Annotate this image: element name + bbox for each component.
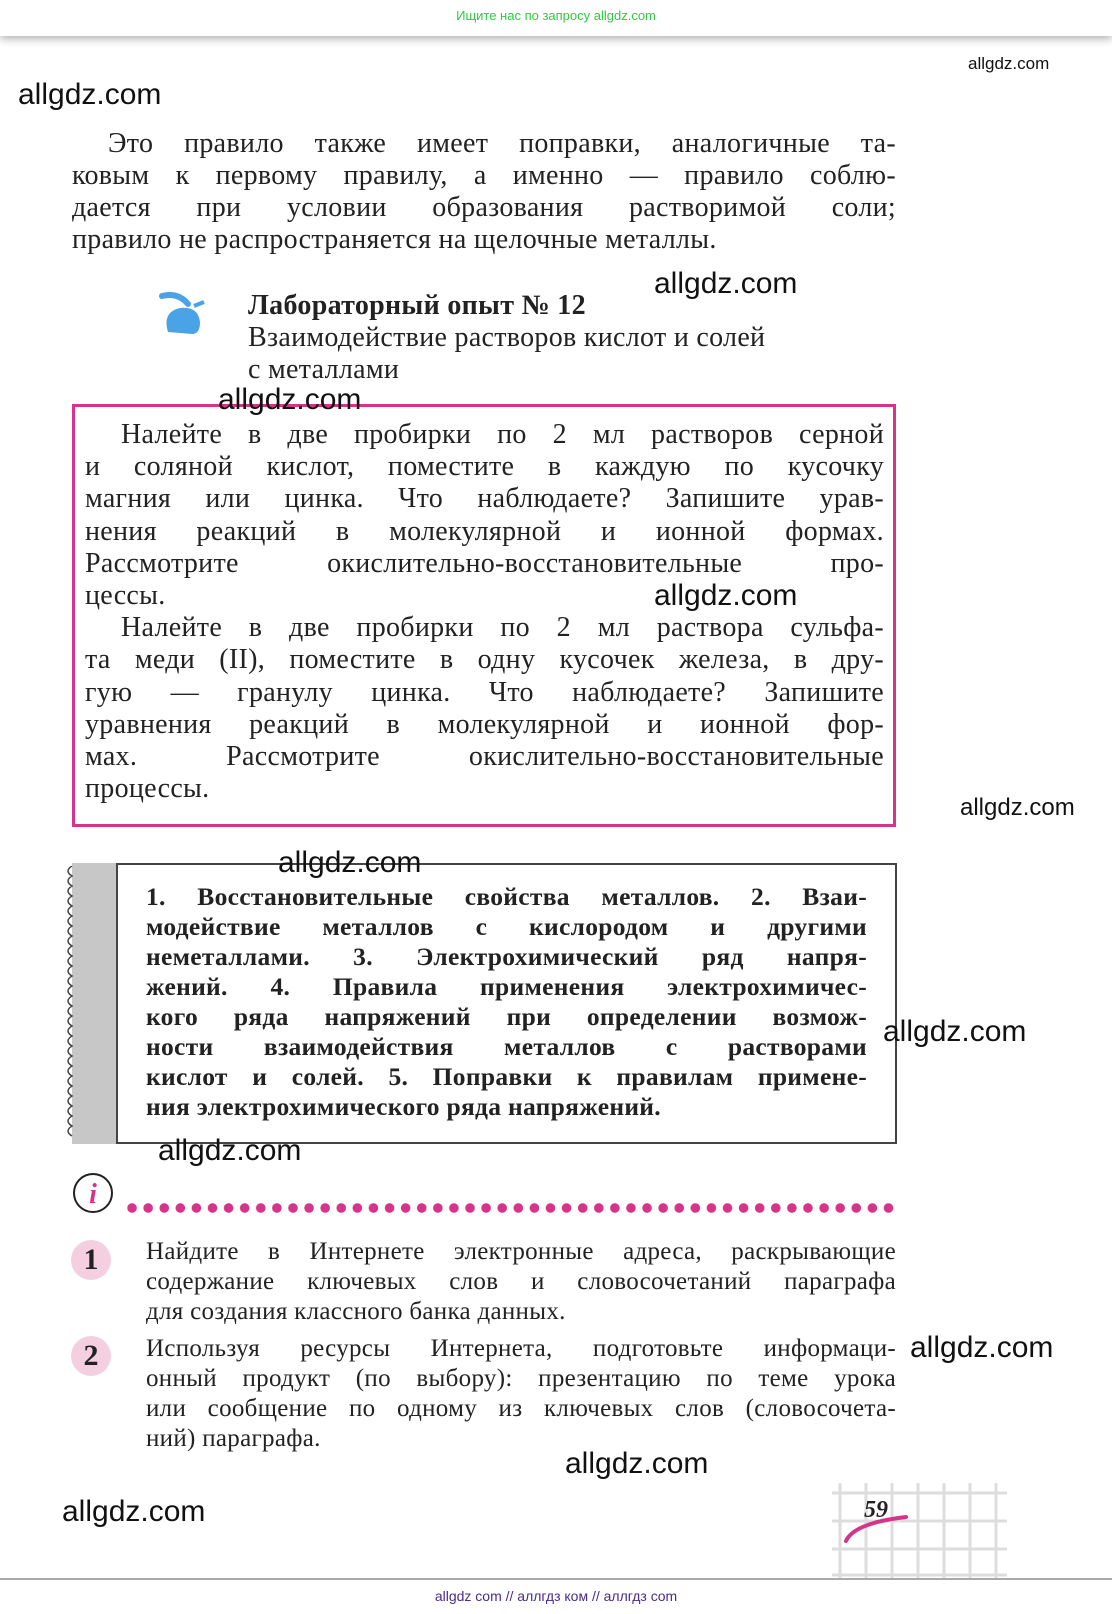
watermark: allgdz.com: [18, 78, 162, 111]
banner-text[interactable]: Ищите нас по запросу allgdz.com: [456, 8, 656, 23]
text-line: онный продукт (по выбору): презентацию по теме урока: [146, 1365, 896, 1392]
text-line: неметаллами. 3. Электрохимический ряд напря-: [146, 942, 867, 971]
text-line: ности взаимодействия металлов с растворами: [146, 1032, 867, 1061]
watermark: allgdz.com: [654, 267, 798, 300]
wavy-edge-icon: [64, 866, 78, 1142]
text-line: гую — гранулу цинка. Что наблюдаете? Запишите: [85, 676, 884, 708]
text-line: или сообщение по одному из ключевых слов (словосочета-: [146, 1395, 896, 1422]
page-grid: [832, 1483, 1007, 1578]
text-line: процессы.: [85, 773, 210, 805]
text-line: кого ряда напряжений при определении возмож-: [146, 1002, 867, 1031]
watermark: allgdz.com: [968, 54, 1050, 73]
lab-subtitle: с металлами: [248, 354, 400, 385]
text-line: Налейте в две пробирки по 2 мл растворов серной: [121, 419, 884, 450]
text-line: для создания классного банка данных.: [146, 1298, 566, 1325]
task-number: 1: [71, 1240, 111, 1280]
watermark: allgdz.com: [62, 1495, 206, 1528]
text-line: уравнения реакций в молекулярной и ионной фор-: [85, 708, 884, 740]
watermark: allgdz.com: [883, 1015, 1027, 1048]
intro-line: дается при условии образования растворимой соли;: [72, 192, 896, 223]
text-line: магния или цинка. Что наблюдаете? Запишите урав-: [85, 483, 884, 515]
info-icon: [72, 1172, 114, 1214]
text-line: Налейте в две пробирки по 2 мл раствора сульфа-: [121, 612, 884, 644]
text-line: нения реакций в молекулярной и ионной формах.: [85, 515, 884, 547]
flask-icon: [158, 292, 208, 338]
dotted-divider: [124, 1202, 896, 1214]
text-line: Используя ресурсы Интернета, подготовьте информаци-: [146, 1335, 896, 1362]
watermark: allgdz.com: [910, 1331, 1054, 1364]
text-line: содержание ключевых слов и словосочетаний параграфа: [146, 1268, 896, 1295]
lab-subtitle: Взаимодействие растворов кислот и солей: [248, 322, 766, 353]
bottom-links[interactable]: allgdz com // аллгдз ком // аллгдз com: [434, 1588, 678, 1604]
intro-line: Это правило также имеет поправки, аналогичные та-: [108, 128, 896, 159]
text-line: мах. Рассмотрите окислительно-восстановительные: [85, 741, 884, 772]
keywords-strip: [72, 863, 118, 1144]
text-line: ний) параграфа.: [146, 1425, 321, 1452]
text-line: та меди (II), поместите в одну кусочек железа, в дру-: [85, 644, 884, 676]
watermark: allgdz.com: [654, 579, 798, 612]
watermark: allgdz.com: [960, 794, 1075, 821]
intro-line: ковым к первому правилу, а именно — правило соблю-: [72, 160, 896, 191]
watermark: allgdz.com: [278, 846, 422, 879]
top-banner: [0, 0, 1112, 36]
lab-title: Лабораторный опыт № 12: [248, 290, 586, 321]
text-line: цессы.: [85, 580, 166, 611]
intro-line: правило не распространяется на щелочные металлы.: [72, 224, 717, 255]
text-line: 1. Восстановительные свойства металлов. 2. Взаи-: [146, 882, 867, 911]
task-number: 2: [71, 1336, 111, 1376]
text-line: Рассмотрите окислительно-восстановительные про-: [85, 547, 884, 579]
text-line: и соляной кислот, поместите в каждую по кусочку: [85, 451, 884, 483]
watermark: allgdz.com: [218, 383, 362, 416]
text-line: кислот и солей. 5. Поправки к правилам примене-: [146, 1062, 867, 1091]
svg-text:i: i: [89, 1179, 97, 1210]
text-line: Найдите в Интернете электронные адреса, раскрывающие: [146, 1238, 896, 1265]
text-line: модействие металлов с кислородом и другими: [146, 912, 867, 941]
watermark: allgdz.com: [565, 1447, 709, 1480]
watermark: allgdz.com: [158, 1134, 302, 1167]
text-line: жений. 4. Правила применения электрохимичес-: [146, 972, 867, 1001]
bottom-bar: [0, 1578, 1112, 1614]
text-line: ния электрохимического ряда напряжений.: [146, 1092, 661, 1121]
page-number: 59: [864, 1497, 888, 1523]
